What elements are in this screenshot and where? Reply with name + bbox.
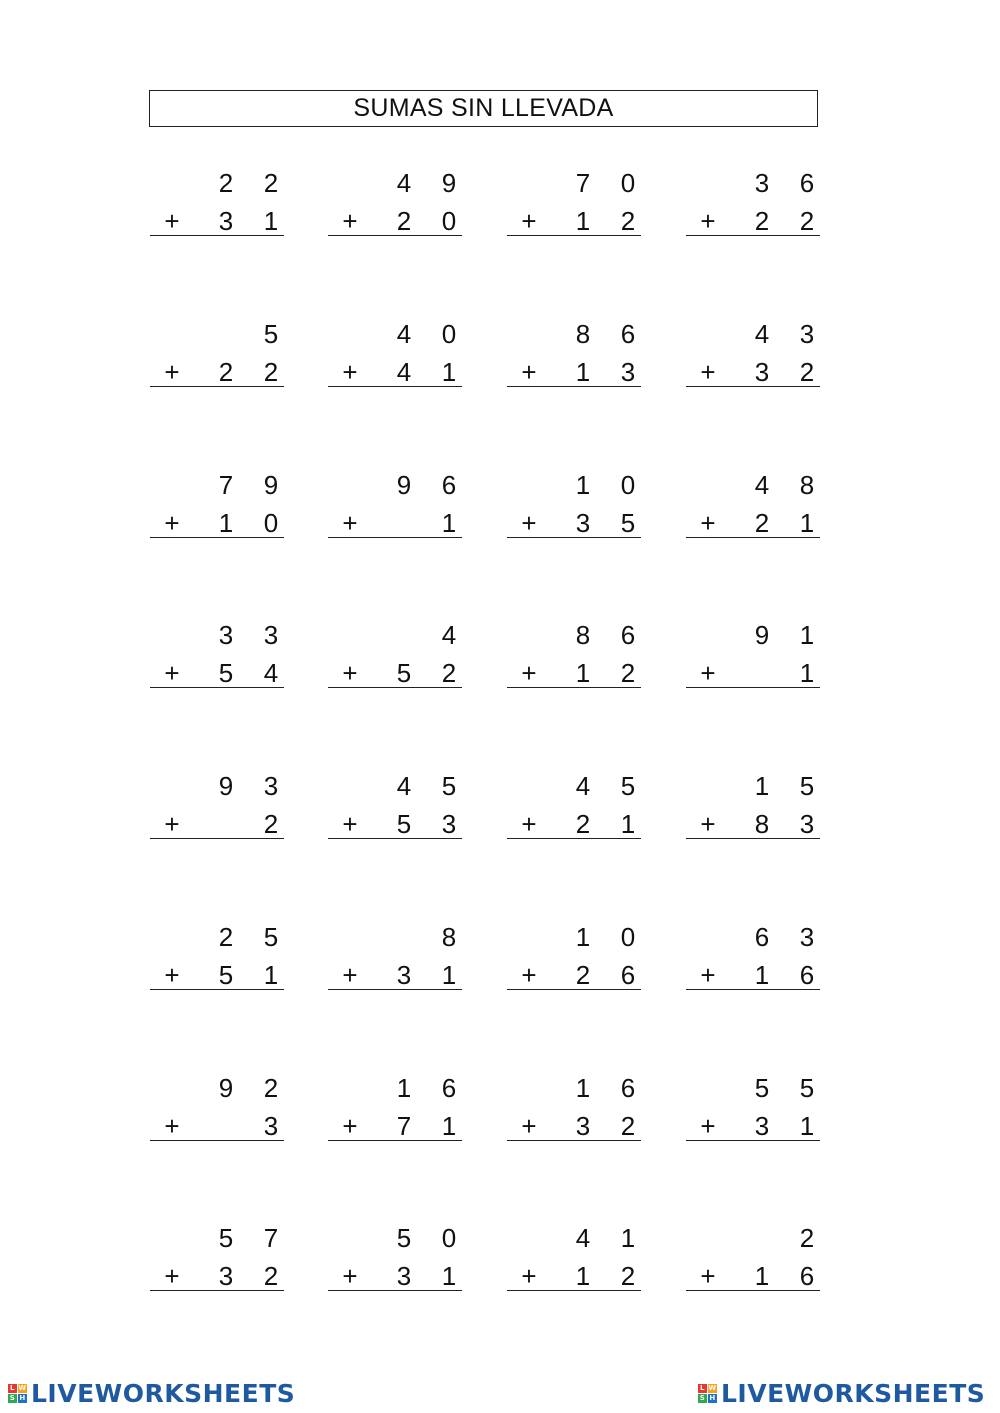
sum-line <box>507 838 641 839</box>
sum-line <box>507 235 641 236</box>
bottom-tens-digit: 2 <box>575 960 591 990</box>
sum-line <box>328 386 462 387</box>
bottom-tens-digit: 3 <box>575 1111 591 1141</box>
plus-sign: + <box>700 357 716 387</box>
top-ones-digit: 3 <box>263 620 279 650</box>
sum-line <box>150 838 284 839</box>
liveworksheets-logo-icon: L W S H <box>699 1383 717 1402</box>
top-ones-digit: 5 <box>620 771 636 801</box>
plus-sign: + <box>342 508 358 538</box>
plus-sign: + <box>700 658 716 688</box>
addition-problem <box>507 319 641 399</box>
addition-problem <box>507 470 641 550</box>
top-tens-digit: 2 <box>218 922 234 952</box>
bottom-ones-digit: 3 <box>620 357 636 387</box>
top-tens-digit: 8 <box>575 319 591 349</box>
addition-problem <box>686 470 820 550</box>
addition-problem <box>328 771 462 851</box>
sum-line <box>328 1140 462 1141</box>
addition-problem <box>150 168 284 248</box>
sum-line <box>686 687 820 688</box>
bottom-tens-digit: 5 <box>218 658 234 688</box>
bottom-tens-digit: 3 <box>218 206 234 236</box>
plus-sign: + <box>342 658 358 688</box>
top-ones-digit: 6 <box>620 319 636 349</box>
top-ones-digit: 6 <box>441 1073 457 1103</box>
bottom-tens-digit: 5 <box>396 658 412 688</box>
plus-sign: + <box>342 357 358 387</box>
bottom-ones-digit: 0 <box>263 508 279 538</box>
top-ones-digit: 5 <box>263 922 279 952</box>
plus-sign: + <box>700 809 716 839</box>
bottom-ones-digit: 2 <box>441 658 457 688</box>
bottom-tens-digit: 3 <box>754 357 770 387</box>
plus-sign: + <box>521 508 537 538</box>
top-ones-digit: 9 <box>263 470 279 500</box>
top-ones-digit: 5 <box>441 771 457 801</box>
top-ones-digit: 6 <box>620 620 636 650</box>
top-ones-digit: 2 <box>263 1073 279 1103</box>
bottom-tens-digit: 1 <box>575 206 591 236</box>
top-ones-digit: 0 <box>620 168 636 198</box>
addition-problem <box>150 1223 284 1303</box>
addition-problem <box>686 1073 820 1153</box>
top-ones-digit: 9 <box>441 168 457 198</box>
top-tens-digit: 1 <box>575 1073 591 1103</box>
addition-problem <box>150 771 284 851</box>
sum-line <box>507 1140 641 1141</box>
plus-sign: + <box>521 357 537 387</box>
bottom-ones-digit: 2 <box>263 809 279 839</box>
addition-problem <box>507 922 641 1002</box>
sum-line <box>507 386 641 387</box>
addition-problem <box>328 1223 462 1303</box>
bottom-ones-digit: 3 <box>799 809 815 839</box>
top-tens-digit: 1 <box>575 922 591 952</box>
brand-text-right: LIVEWORKSHEETS <box>721 1378 986 1408</box>
top-ones-digit: 7 <box>263 1223 279 1253</box>
top-tens-digit: 3 <box>218 620 234 650</box>
addition-problem <box>328 1073 462 1153</box>
bottom-ones-digit: 1 <box>263 206 279 236</box>
bottom-ones-digit: 1 <box>263 960 279 990</box>
brand-text-left: LIVEWORKSHEETS <box>31 1378 296 1408</box>
sum-line <box>686 1290 820 1291</box>
bottom-tens-digit: 1 <box>754 1261 770 1291</box>
top-tens-digit: 1 <box>396 1073 412 1103</box>
top-tens-digit: 4 <box>396 168 412 198</box>
plus-sign: + <box>164 960 180 990</box>
top-tens-digit: 4 <box>396 319 412 349</box>
top-ones-digit: 3 <box>263 771 279 801</box>
bottom-tens-digit: 7 <box>396 1111 412 1141</box>
plus-sign: + <box>342 809 358 839</box>
top-tens-digit: 1 <box>575 470 591 500</box>
top-tens-digit: 6 <box>754 922 770 952</box>
plus-sign: + <box>700 206 716 236</box>
plus-sign: + <box>164 809 180 839</box>
plus-sign: + <box>521 809 537 839</box>
bottom-tens-digit: 3 <box>396 1261 412 1291</box>
addition-problem <box>507 771 641 851</box>
plus-sign: + <box>342 1261 358 1291</box>
top-ones-digit: 6 <box>799 168 815 198</box>
sum-line <box>150 386 284 387</box>
bottom-tens-digit: 3 <box>396 960 412 990</box>
liveworksheets-logo-icon: L W S H <box>9 1383 27 1402</box>
bottom-tens-digit: 2 <box>575 809 591 839</box>
addition-problem <box>150 470 284 550</box>
addition-problem <box>328 319 462 399</box>
top-ones-digit: 0 <box>620 470 636 500</box>
sum-line <box>686 386 820 387</box>
bottom-tens-digit: 1 <box>575 1261 591 1291</box>
top-tens-digit: 5 <box>218 1223 234 1253</box>
top-tens-digit: 4 <box>754 470 770 500</box>
top-ones-digit: 2 <box>799 1223 815 1253</box>
bottom-ones-digit: 2 <box>620 206 636 236</box>
bottom-ones-digit: 6 <box>799 960 815 990</box>
bottom-ones-digit: 1 <box>441 960 457 990</box>
worksheet-title-text: SUMAS SIN LLEVADA <box>353 94 614 122</box>
plus-sign: + <box>164 357 180 387</box>
addition-problem <box>328 620 462 700</box>
liveworksheets-logo-right <box>698 1377 985 1409</box>
bottom-ones-digit: 3 <box>441 809 457 839</box>
bottom-tens-digit: 2 <box>396 206 412 236</box>
top-tens-digit: 8 <box>575 620 591 650</box>
addition-problem <box>686 771 820 851</box>
bottom-tens-digit: 3 <box>575 508 591 538</box>
sum-line <box>328 989 462 990</box>
top-tens-digit: 1 <box>754 771 770 801</box>
bottom-ones-digit: 1 <box>799 508 815 538</box>
bottom-tens-digit: 5 <box>396 809 412 839</box>
bottom-ones-digit: 1 <box>441 1261 457 1291</box>
top-ones-digit: 3 <box>799 922 815 952</box>
top-tens-digit: 9 <box>754 620 770 650</box>
sum-line <box>328 687 462 688</box>
bottom-ones-digit: 1 <box>441 357 457 387</box>
sum-line <box>686 838 820 839</box>
bottom-ones-digit: 6 <box>799 1261 815 1291</box>
top-ones-digit: 0 <box>441 1223 457 1253</box>
bottom-ones-digit: 1 <box>620 809 636 839</box>
addition-problem <box>686 168 820 248</box>
top-tens-digit: 4 <box>575 771 591 801</box>
sum-line <box>328 1290 462 1291</box>
plus-sign: + <box>342 1111 358 1141</box>
addition-problem <box>507 1223 641 1303</box>
addition-problem <box>150 1073 284 1153</box>
bottom-tens-digit: 1 <box>754 960 770 990</box>
addition-problem <box>150 319 284 399</box>
bottom-ones-digit: 6 <box>620 960 636 990</box>
top-ones-digit: 3 <box>799 319 815 349</box>
sum-line <box>686 1140 820 1141</box>
plus-sign: + <box>342 960 358 990</box>
top-tens-digit: 7 <box>218 470 234 500</box>
bottom-tens-digit: 2 <box>754 206 770 236</box>
sum-line <box>328 537 462 538</box>
sum-line <box>328 838 462 839</box>
addition-problem <box>328 168 462 248</box>
addition-problem <box>507 168 641 248</box>
top-ones-digit: 5 <box>799 1073 815 1103</box>
bottom-tens-digit: 1 <box>575 357 591 387</box>
bottom-tens-digit: 4 <box>396 357 412 387</box>
sum-line <box>328 235 462 236</box>
addition-problem <box>328 922 462 1002</box>
plus-sign: + <box>164 658 180 688</box>
plus-sign: + <box>521 1261 537 1291</box>
sum-line <box>150 687 284 688</box>
addition-problem <box>686 922 820 1002</box>
sum-line <box>150 235 284 236</box>
bottom-ones-digit: 2 <box>263 1261 279 1291</box>
plus-sign: + <box>521 960 537 990</box>
addition-problem <box>507 620 641 700</box>
bottom-ones-digit: 2 <box>620 658 636 688</box>
plus-sign: + <box>700 508 716 538</box>
top-ones-digit: 4 <box>441 620 457 650</box>
bottom-tens-digit: 2 <box>218 357 234 387</box>
top-tens-digit: 5 <box>754 1073 770 1103</box>
bottom-ones-digit: 1 <box>441 1111 457 1141</box>
top-tens-digit: 4 <box>575 1223 591 1253</box>
addition-problem <box>686 1223 820 1303</box>
bottom-ones-digit: 0 <box>441 206 457 236</box>
addition-problem <box>150 922 284 1002</box>
sum-line <box>507 537 641 538</box>
addition-problem <box>686 319 820 399</box>
bottom-ones-digit: 2 <box>799 357 815 387</box>
liveworksheets-logo-left <box>8 1377 295 1409</box>
addition-problem <box>507 1073 641 1153</box>
top-ones-digit: 1 <box>799 620 815 650</box>
top-ones-digit: 0 <box>441 319 457 349</box>
top-ones-digit: 8 <box>799 470 815 500</box>
top-ones-digit: 2 <box>263 168 279 198</box>
bottom-ones-digit: 2 <box>263 357 279 387</box>
top-ones-digit: 5 <box>799 771 815 801</box>
plus-sign: + <box>164 508 180 538</box>
bottom-tens-digit: 1 <box>218 508 234 538</box>
top-tens-digit: 5 <box>396 1223 412 1253</box>
top-tens-digit: 3 <box>754 168 770 198</box>
sum-line <box>507 989 641 990</box>
bottom-tens-digit: 5 <box>218 960 234 990</box>
sum-line <box>150 1140 284 1141</box>
plus-sign: + <box>700 1261 716 1291</box>
bottom-tens-digit: 1 <box>575 658 591 688</box>
sum-line <box>686 537 820 538</box>
top-ones-digit: 6 <box>441 470 457 500</box>
sum-line <box>686 989 820 990</box>
bottom-ones-digit: 2 <box>620 1261 636 1291</box>
plus-sign: + <box>521 206 537 236</box>
top-ones-digit: 6 <box>620 1073 636 1103</box>
plus-sign: + <box>700 960 716 990</box>
plus-sign: + <box>164 206 180 236</box>
sum-line <box>507 1290 641 1291</box>
bottom-ones-digit: 3 <box>263 1111 279 1141</box>
top-ones-digit: 8 <box>441 922 457 952</box>
top-ones-digit: 1 <box>620 1223 636 1253</box>
bottom-ones-digit: 2 <box>799 206 815 236</box>
addition-problem <box>150 620 284 700</box>
worksheet-title <box>149 90 818 127</box>
addition-problem <box>328 470 462 550</box>
top-tens-digit: 9 <box>396 470 412 500</box>
top-tens-digit: 2 <box>218 168 234 198</box>
top-tens-digit: 4 <box>396 771 412 801</box>
bottom-ones-digit: 2 <box>620 1111 636 1141</box>
top-tens-digit: 9 <box>218 771 234 801</box>
bottom-ones-digit: 4 <box>263 658 279 688</box>
bottom-ones-digit: 1 <box>799 658 815 688</box>
plus-sign: + <box>164 1261 180 1291</box>
plus-sign: + <box>700 1111 716 1141</box>
addition-problem <box>686 620 820 700</box>
top-ones-digit: 5 <box>263 319 279 349</box>
top-tens-digit: 4 <box>754 319 770 349</box>
sum-line <box>686 235 820 236</box>
sum-line <box>150 1290 284 1291</box>
bottom-ones-digit: 1 <box>799 1111 815 1141</box>
sum-line <box>150 989 284 990</box>
bottom-tens-digit: 2 <box>754 508 770 538</box>
bottom-ones-digit: 5 <box>620 508 636 538</box>
bottom-tens-digit: 3 <box>754 1111 770 1141</box>
top-tens-digit: 7 <box>575 168 591 198</box>
bottom-ones-digit: 1 <box>441 508 457 538</box>
sum-line <box>150 537 284 538</box>
plus-sign: + <box>521 658 537 688</box>
top-ones-digit: 0 <box>620 922 636 952</box>
sum-line <box>507 687 641 688</box>
bottom-tens-digit: 8 <box>754 809 770 839</box>
top-tens-digit: 9 <box>218 1073 234 1103</box>
plus-sign: + <box>164 1111 180 1141</box>
plus-sign: + <box>521 1111 537 1141</box>
plus-sign: + <box>342 206 358 236</box>
bottom-tens-digit: 3 <box>218 1261 234 1291</box>
